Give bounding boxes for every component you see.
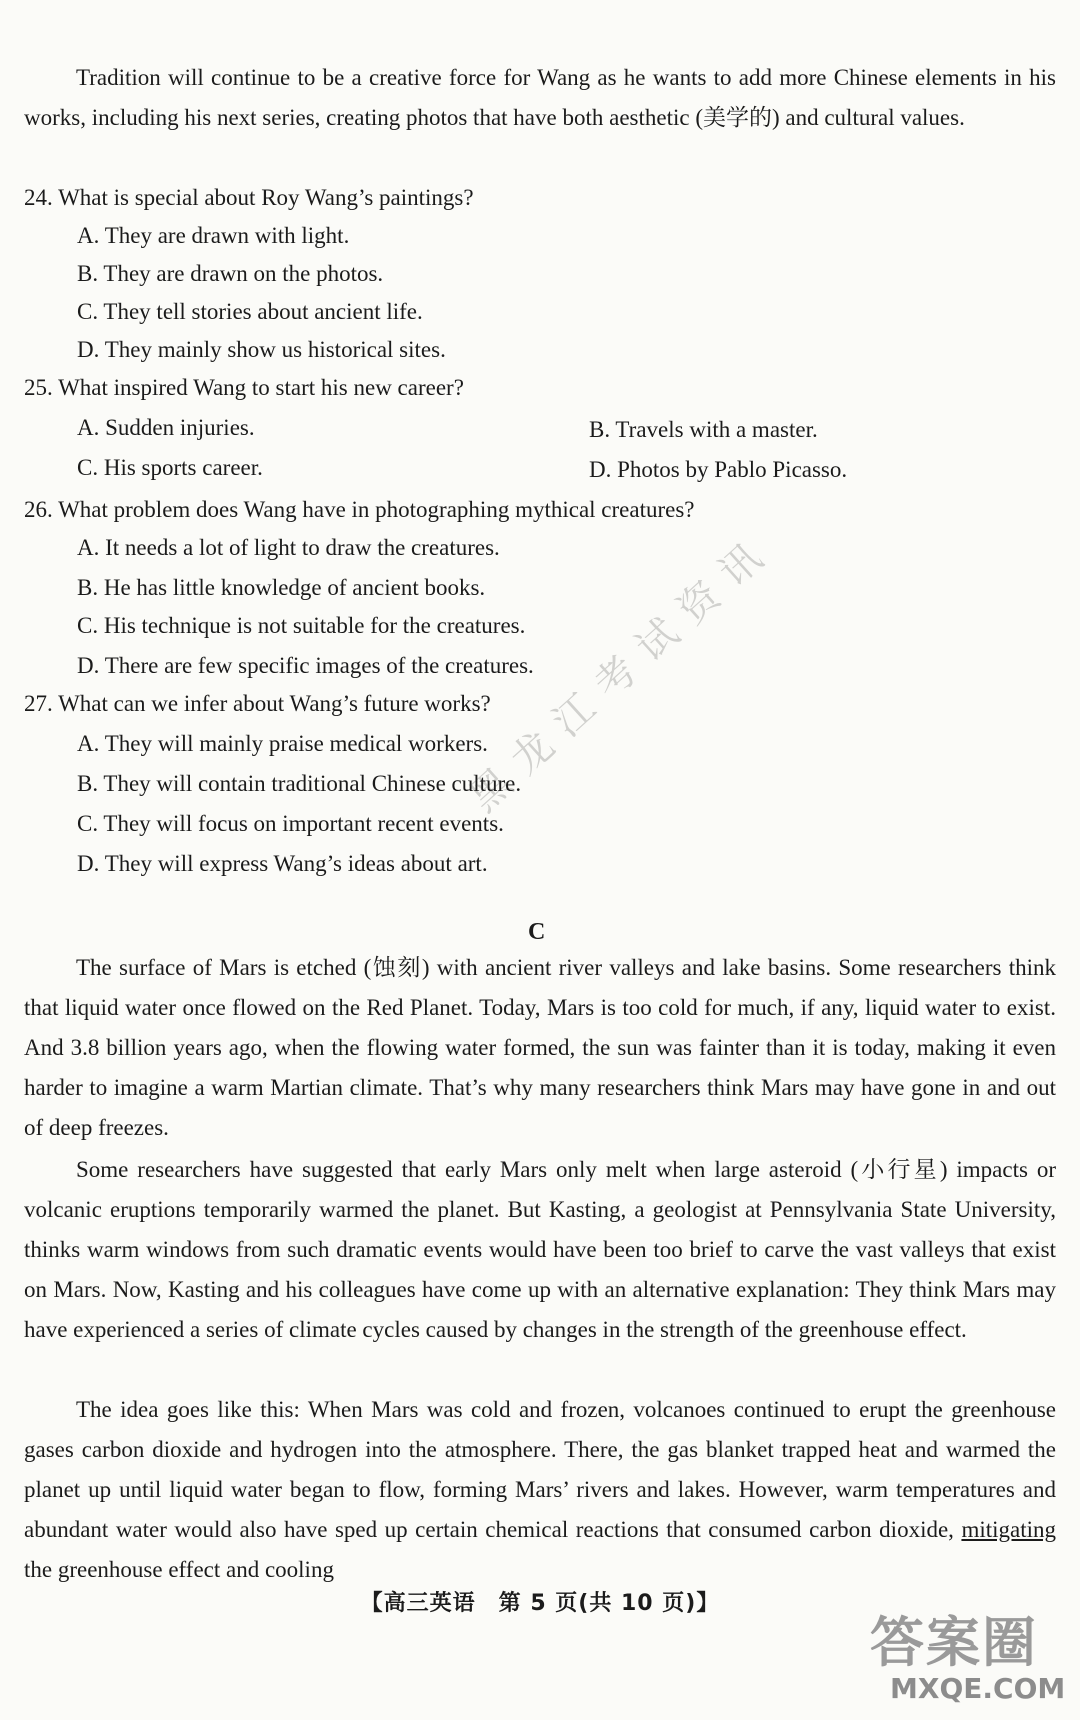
section-c-paragraph-3 (24, 1390, 1056, 1590)
underlined-word-mitigating: mitigating (961, 1517, 1056, 1542)
question-25-option-b: B. Travels with a master. (589, 417, 818, 442)
section-c-paragraph-1: The surface of Mars is etched (蚀刻) with ancient river valleys and lake basins. Some researchers think that liquid water once flowed on the Red Planet. Today, Mars is too cold for much, if any, liquid water to exist. And 3.8 billion years ago, when the flowing water formed, the sun was fainter than it is today, making it even harder to imagine a warm Martian climate. That’s why many researchers think Mars may have gone in and out of deep freezes. (24, 955, 1056, 1140)
question-24-option-d: D. They mainly show us historical sites. (77, 337, 446, 362)
question-27-option-c: C. They will focus on important recent events. (77, 811, 504, 836)
question-24-option-a: A. They are drawn with light. (77, 223, 350, 248)
page-footer: 【高三英语 第 5 页(共 10 页)】 (360, 1591, 720, 1616)
question-25-option-a: A. Sudden injuries. (77, 415, 255, 440)
watermark: 黑龙江考试资讯 (461, 524, 784, 821)
question-27-option-d: D. They will express Wang’s ideas about art. (77, 851, 488, 876)
paragraph-3-text-end: the greenhouse effect and cooling (24, 1557, 334, 1582)
question-24-option-b: B. They are drawn on the photos. (77, 261, 384, 286)
logo-text-top: 答案圈 (870, 1611, 1038, 1674)
question-24-stem: 24. What is special about Roy Wang’s paintings? (24, 185, 474, 210)
question-26-option-c: C. His technique is not suitable for the creatures. (77, 613, 526, 638)
question-25-stem: 25. What inspired Wang to start his new career? (24, 375, 464, 400)
question-24-option-c: C. They tell stories about ancient life. (77, 299, 423, 324)
question-27-option-b: B. They will contain traditional Chinese culture. (77, 771, 522, 796)
logo-text-bottom: MXQE.COM (890, 1672, 1066, 1705)
question-27-option-a: A. They will mainly praise medical workers. (77, 731, 488, 756)
question-25-option-c: C. His sports career. (77, 455, 263, 480)
question-26-option-d: D. There are few specific images of the creatures. (77, 653, 534, 678)
question-26-option-b: B. He has little knowledge of ancient books. (77, 575, 486, 600)
passage-b-ending: Tradition will continue to be a creative force for Wang as he wants to add more Chinese elements in his works, including his next series, creating photos that have both aesthetic (美学的) and cultural values. (24, 65, 1056, 130)
site-logo (870, 1600, 1070, 1710)
paragraph-3-text: The idea goes like this: When Mars was cold and frozen, volcanoes continued to erupt the greenhouse gases carbon dioxide and hydrogen into the atmosphere. There, the gas blanket trapped heat and warmed the planet up until liquid water began to flow, forming Mars’ rivers and lakes. However, warm temperatures and abundant water would also have sped up certain chemical reactions that consumed carbon dioxide, (24, 1397, 1056, 1542)
section-c-heading: C (528, 919, 546, 945)
question-26-stem: 26. What problem does Wang have in photographing mythical creatures? (24, 497, 695, 522)
question-27-stem: 27. What can we infer about Wang’s future works? (24, 691, 491, 716)
question-25-option-d: D. Photos by Pablo Picasso. (589, 457, 848, 482)
section-c-paragraph-2: Some researchers have suggested that early Mars only melt when large asteroid (小行星) impacts or volcanic eruptions temporarily warmed the planet. But Kasting, a geologist at Pennsylvania State University, thinks warm windows from such dramatic events would have been too brief to carve the vast valleys that exist on Mars. Now, Kasting and his colleagues have come up with an alternative explanation: They think Mars may have experienced a series of climate cycles caused by changes in the strength of the greenhouse effect. (24, 1157, 1056, 1342)
question-26-option-a: A. It needs a lot of light to draw the creatures. (77, 535, 500, 560)
